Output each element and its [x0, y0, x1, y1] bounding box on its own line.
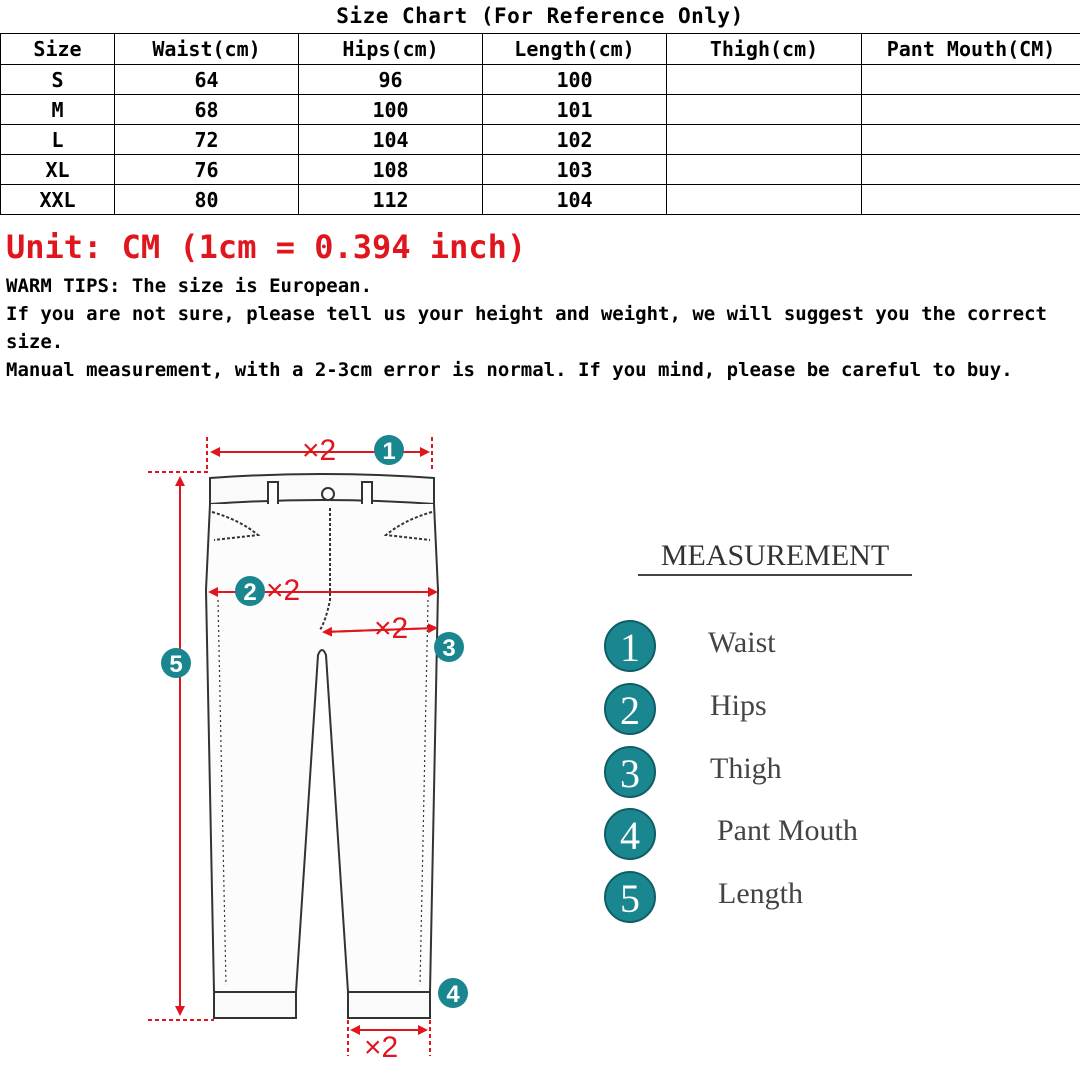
cell-thigh: [667, 185, 862, 215]
waist-multiplier: ×2: [302, 434, 337, 467]
cell-pant-mouth: [862, 185, 1080, 215]
header-hips: Hips(cm): [299, 34, 483, 65]
number-badge: 4: [604, 808, 656, 860]
measurement-title: MEASUREMENT: [638, 538, 912, 576]
unit-conversion-note: Unit: CM (1cm = 0.394 inch): [6, 228, 527, 266]
size-chart-title: Size Chart (For Reference Only): [336, 4, 744, 28]
cell-thigh: [667, 155, 862, 185]
header-pant-mouth: Pant Mouth(CM): [862, 34, 1080, 65]
cell-thigh: [667, 125, 862, 155]
measurement-label: Hips: [710, 689, 767, 722]
cell-pant-mouth: [862, 155, 1080, 185]
cell-waist: 80: [115, 185, 299, 215]
cell-thigh: [667, 65, 862, 95]
table-row: [1, 125, 1080, 155]
cell-size: XXL: [1, 185, 115, 215]
table-row: [1, 155, 1080, 185]
cell-waist: 76: [115, 155, 299, 185]
tip-line-measurement-error: Manual measurement, with a 2-3cm error is normal. If you mind, please be careful to buy.: [6, 359, 1013, 381]
cell-length: 103: [483, 155, 667, 185]
number-badge: 3: [604, 746, 656, 798]
marker-1-badge: [374, 435, 404, 465]
hips-multiplier: ×2: [266, 574, 301, 607]
header-size: Size: [1, 34, 115, 65]
measurement-label: Pant Mouth: [717, 814, 858, 847]
size-table: [0, 33, 1080, 215]
pant-mouth-multiplier: ×2: [364, 1031, 399, 1064]
cell-waist: 68: [115, 95, 299, 125]
cell-size: S: [1, 65, 115, 95]
cell-waist: 72: [115, 125, 299, 155]
table-row: [1, 95, 1080, 125]
tip-line-european: WARM TIPS: The size is European.: [6, 275, 373, 297]
cell-hips: 104: [299, 125, 483, 155]
cell-hips: 100: [299, 95, 483, 125]
cell-thigh: [667, 95, 862, 125]
marker-4-badge: [438, 978, 468, 1008]
measurement-label: Length: [718, 877, 803, 910]
cell-length: 100: [483, 65, 667, 95]
header-thigh: Thigh(cm): [667, 34, 862, 65]
cell-length: 102: [483, 125, 667, 155]
table-header-row: [1, 34, 1080, 65]
svg-text:4: 4: [446, 981, 460, 1008]
pants-measurement-diagram: [140, 425, 470, 1065]
thigh-multiplier: ×2: [374, 612, 409, 645]
cell-length: 101: [483, 95, 667, 125]
cell-hips: 112: [299, 185, 483, 215]
svg-text:1: 1: [382, 438, 396, 465]
measurement-label: Waist: [708, 626, 776, 659]
cell-waist: 64: [115, 65, 299, 95]
number-badge: 1: [604, 620, 656, 672]
svg-text:3: 3: [442, 635, 456, 662]
cell-length: 104: [483, 185, 667, 215]
cell-pant-mouth: [862, 65, 1080, 95]
header-waist: Waist(cm): [115, 34, 299, 65]
table-row: [1, 185, 1080, 215]
number-badge: 5: [604, 871, 656, 923]
cell-size: L: [1, 125, 115, 155]
warm-tips: [6, 272, 1076, 384]
pants-outline: [206, 474, 438, 1018]
marker-2-badge: [235, 576, 265, 606]
marker-5-badge: [161, 648, 191, 678]
svg-text:5: 5: [169, 651, 183, 678]
table-row: [1, 65, 1080, 95]
cell-pant-mouth: [862, 125, 1080, 155]
svg-text:2: 2: [243, 579, 257, 606]
number-badge: 2: [604, 683, 656, 735]
tip-line-suggest-size: If you are not sure, please tell us your height and weight, we will suggest you the correct size.: [6, 303, 1047, 353]
measurement-label: Thigh: [710, 752, 782, 785]
cell-size: XL: [1, 155, 115, 185]
cell-pant-mouth: [862, 95, 1080, 125]
cell-size: M: [1, 95, 115, 125]
marker-3-badge: [434, 632, 464, 662]
cell-hips: 108: [299, 155, 483, 185]
header-length: Length(cm): [483, 34, 667, 65]
cell-hips: 96: [299, 65, 483, 95]
